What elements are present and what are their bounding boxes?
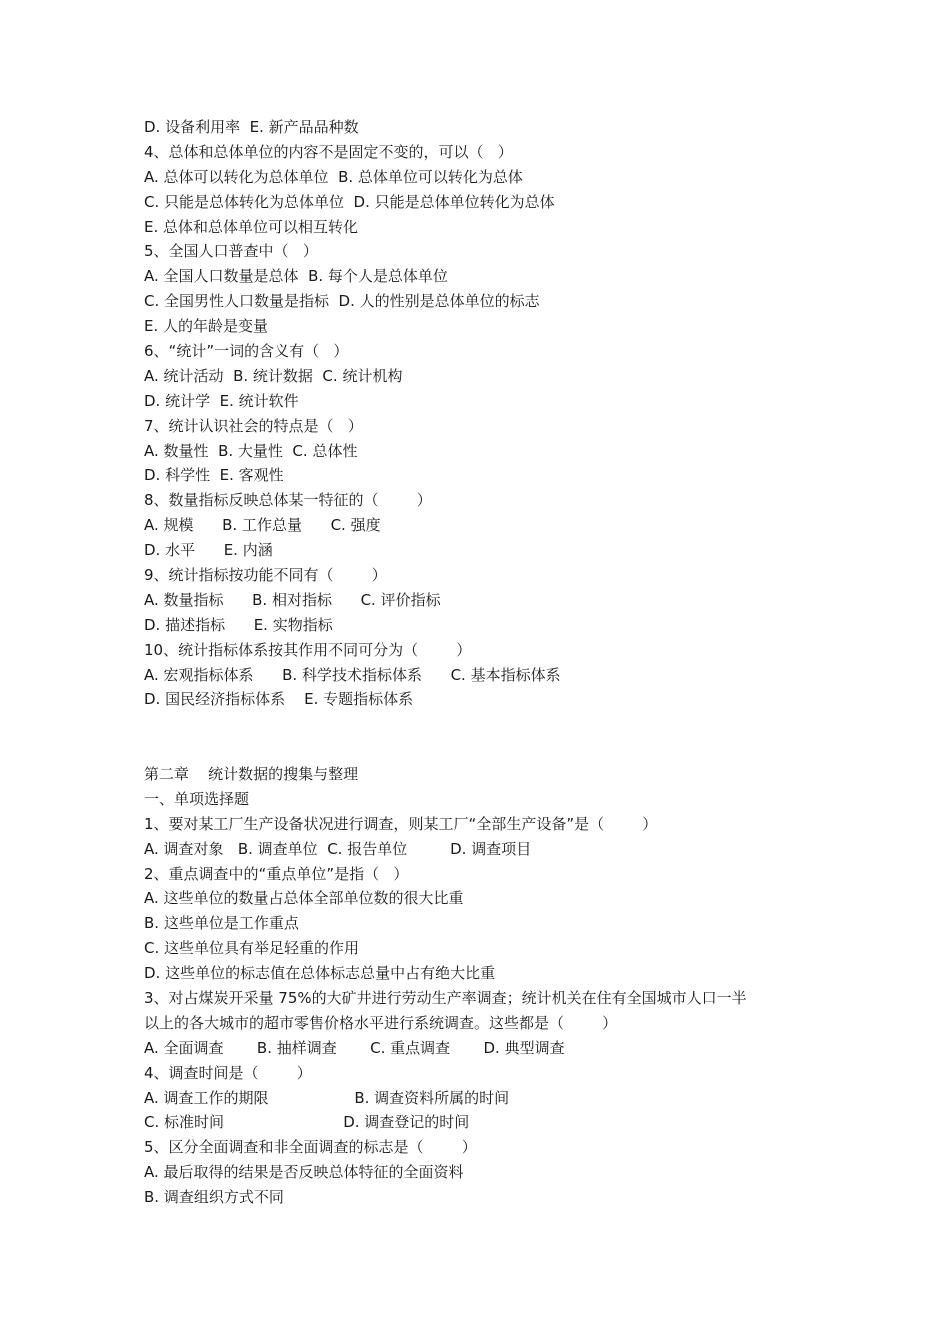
- option-line-ab: A. 全国人口数量是总体 B. 每个人是总体单位: [144, 267, 448, 286]
- option-a: A. 这些单位的数量占总体全部单位数的很大比重: [144, 889, 464, 908]
- question-3-part-1: 3、对占煤炭开采量 75%的大矿井进行劳动生产率调查；统计机关在住有全国城市人口一半: [144, 989, 747, 1008]
- option-line-de: D. 水平 E. 内涵: [144, 541, 273, 560]
- question-10: 10、统计指标体系按其作用不同可分为（ ）: [144, 640, 472, 659]
- question-3-part-2: 以上的各大城市的超市零售价格水平进行系统调查。这些都是（ ）: [144, 1013, 618, 1032]
- option-line-cd: C. 全国男性人口数量是指标 D. 人的性别是总体单位的标志: [144, 292, 540, 311]
- section-heading: 一、单项选择题: [144, 789, 250, 808]
- option-line-abc: A. 数量指标 B. 相对指标 C. 评价指标: [144, 590, 441, 609]
- question-5: 5、全国人口普查中（ ）: [144, 242, 318, 261]
- option-line-abcd: A. 调查对象 B. 调查单位 C. 报告单位 D. 调查项目: [144, 839, 532, 858]
- question-4: 4、调查时间是（ ）: [144, 1063, 312, 1082]
- option-c: C. 这些单位具有举足轻重的作用: [144, 939, 360, 958]
- question-block-chapter-two: [144, 762, 824, 1210]
- option-line-abc: A. 规模 B. 工作总量 C. 强度: [144, 516, 381, 535]
- option-line-abc: A. 数量性 B. 大量性 C. 总体性: [144, 441, 358, 460]
- option-b: B. 调查组织方式不同: [144, 1188, 284, 1207]
- option-line-abcd: A. 全面调查 B. 抽样调查 C. 重点调查 D. 典型调查: [144, 1038, 565, 1057]
- option-line-cd: C. 标准时间 D. 调查登记的时间: [144, 1113, 470, 1132]
- question-6: 6、“统计”一词的含义有（ ）: [144, 342, 349, 361]
- option-line-de: D. 设备利用率 E. 新产品品种数: [144, 118, 359, 136]
- option-d: D. 这些单位的标志值在总体标志总量中占有绝大比重: [144, 964, 496, 983]
- option-b: B. 这些单位是工作重点: [144, 914, 299, 933]
- question-4: 4、总体和总体单位的内容不是固定不变的，可以（ ）: [144, 142, 513, 161]
- option-a: A. 最后取得的结果是否反映总体特征的全面资料: [144, 1163, 464, 1182]
- option-line-ab: A. 调查工作的期限 B. 调查资料所属的时间: [144, 1088, 510, 1107]
- option-line-e: E. 总体和总体单位可以相互转化: [144, 217, 359, 236]
- option-line-de: D. 统计学 E. 统计软件: [144, 391, 299, 410]
- question-8: 8、数量指标反映总体某一特征的（ ）: [144, 491, 432, 510]
- question-1: 1、要对某工厂生产设备状况进行调查，则某工厂“全部生产设备”是（ ）: [144, 814, 658, 833]
- option-line-de: D. 描述指标 E. 实物指标: [144, 615, 333, 634]
- question-9: 9、统计指标按功能不同有（ ）: [144, 566, 387, 585]
- option-line-abc: A. 统计活动 B. 统计数据 C. 统计机构: [144, 366, 403, 385]
- option-line-e: E. 人的年龄是变量: [144, 317, 269, 336]
- option-line-de: D. 国民经济指标体系 E. 专题指标体系: [144, 690, 414, 709]
- question-2: 2、重点调查中的“重点单位”是指（ ）: [144, 864, 409, 883]
- question-5: 5、区分全面调查和非全面调查的标志是（ ）: [144, 1138, 477, 1157]
- option-line-de: D. 科学性 E. 客观性: [144, 466, 284, 485]
- option-line-abc: A. 宏观指标体系 B. 科学技术指标体系 C. 基本指标体系: [144, 665, 561, 684]
- chapter-title: 第二章 统计数据的搜集与整理: [144, 765, 359, 783]
- option-line-cd: C. 只能是总体转化为总体单位 D. 只能是总体单位转化为总体: [144, 192, 555, 211]
- option-line-ab: A. 总体可以转化为总体单位 B. 总体单位可以转化为总体: [144, 167, 523, 186]
- question-block-chapter-one: [144, 115, 824, 712]
- question-7: 7、统计认识社会的特点是（ ）: [144, 416, 363, 435]
